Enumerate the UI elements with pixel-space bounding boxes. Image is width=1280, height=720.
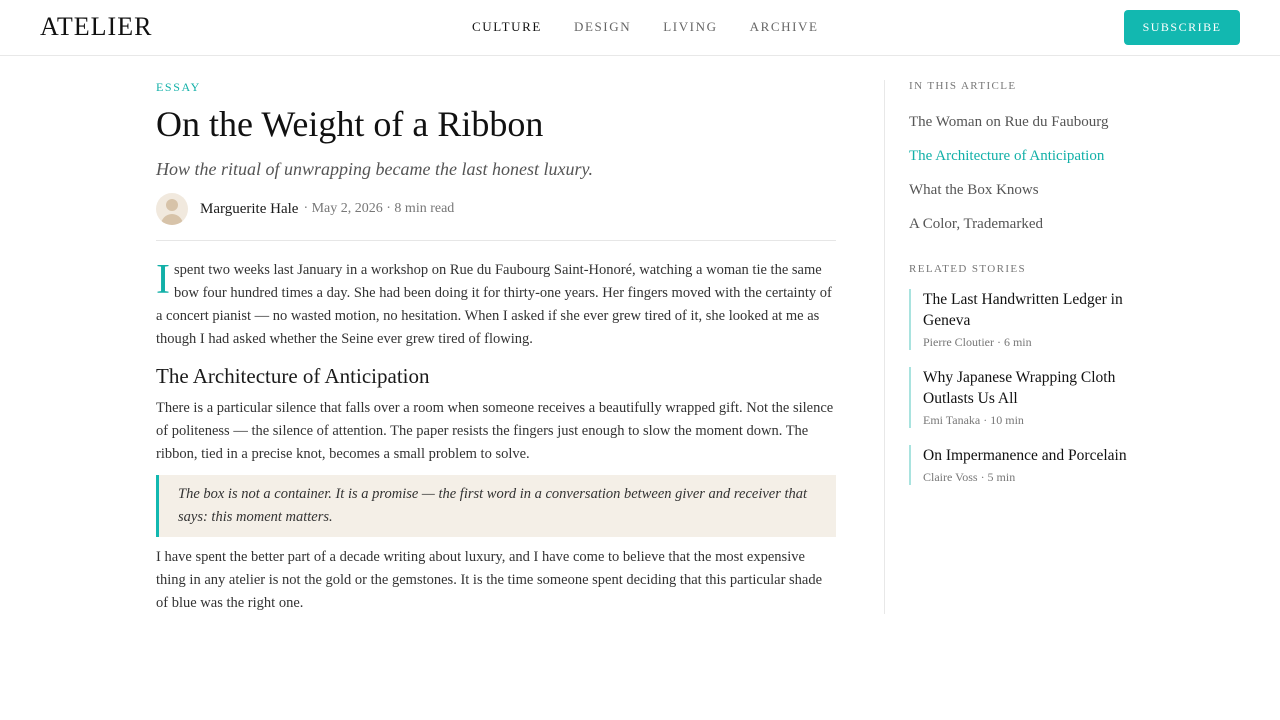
toc-label: IN THIS ARTICLE <box>909 80 1017 92</box>
sidebar-divider <box>884 80 885 614</box>
sidebar <box>909 80 1139 485</box>
article-meta: · May 2, 2026 · 8 min read <box>303 201 455 216</box>
toc-item[interactable]: The Woman on Rue du Faubourg <box>909 114 1109 130</box>
drop-cap: I <box>156 257 170 303</box>
related-story[interactable] <box>909 289 1139 350</box>
paragraph-intro <box>156 259 836 351</box>
nav-archive[interactable]: ARCHIVE <box>749 19 819 34</box>
related-story[interactable] <box>909 367 1139 428</box>
related-story-title[interactable]: Why Japanese Wrapping Cloth Outlasts Us All <box>923 369 1116 407</box>
byline <box>156 192 836 226</box>
paragraph-intro-text: spent two weeks last January in a workshop on Rue du Faubourg Saint-Honoré, watching a woman tie the same bow four hundred times a day. She had been doing it for thirty-one years. Her fingers moved with the certainty of a concert pianist — no wasted motion, no hesitation. When I asked if she ever grew tired of it, she looked at me as though I had asked whether the Seine ever grew tired of flowing. <box>156 262 832 347</box>
toc-item[interactable]: A Color, Trademarked <box>909 216 1043 232</box>
nav-design[interactable]: DESIGN <box>573 19 632 34</box>
toc-item-active[interactable]: The Architecture of Anticipation <box>909 148 1105 164</box>
paragraph-body: There is a particular silence that falls over a room when someone receives a beautifully wrapped gift. Not the silence of politeness — the silence of attention. The paper resists the fingers just enough to slow the moment down. The ribbon, tied in a precise knot, becomes a small problem to solve. <box>156 400 834 462</box>
related-story[interactable] <box>909 445 1139 485</box>
article-dek: How the ritual of unwrapping became the last honest luxury. <box>156 159 593 179</box>
user-avatar-icon <box>156 193 188 225</box>
article-title: On the Weight of a Ribbon <box>156 104 544 144</box>
site-logo[interactable]: ATELIER <box>40 12 153 41</box>
related-story-meta: Emi Tanaka · 10 min <box>923 413 1024 427</box>
section-heading: The Architecture of Anticipation <box>156 364 430 388</box>
nav-culture[interactable]: CULTURE <box>472 19 542 34</box>
main-nav <box>472 19 819 35</box>
author-name[interactable]: Marguerite Hale <box>200 200 299 217</box>
table-of-contents <box>909 105 1139 241</box>
related-label: RELATED STORIES <box>909 263 1027 275</box>
byline-divider <box>156 240 836 241</box>
paragraph-closing: I have spent the better part of a decade writing about luxury, and I have come to believe that the most expensive thing in any atelier is not the gold or the gemstones. It is the time someone spent deciding that this particular shade of blue was the right one. <box>156 549 823 611</box>
related-story-meta: Claire Voss · 5 min <box>923 470 1016 484</box>
pull-quote: The box is not a container. It is a promise — the first word in a conversation between giver and receiver that says: this moment matters. <box>156 475 836 537</box>
related-story-meta: Pierre Cloutier · 6 min <box>923 335 1032 349</box>
toc-item[interactable]: What the Box Knows <box>909 182 1039 198</box>
subscribe-button[interactable]: SUBSCRIBE <box>1124 10 1240 45</box>
site-header <box>0 0 1280 56</box>
nav-living[interactable]: LIVING <box>663 19 718 34</box>
related-story-title[interactable]: On Impermanence and Porcelain <box>923 447 1127 464</box>
article-kicker[interactable]: ESSAY <box>156 80 201 94</box>
article <box>156 80 836 615</box>
related-story-title[interactable]: The Last Handwritten Ledger in Geneva <box>923 291 1123 329</box>
